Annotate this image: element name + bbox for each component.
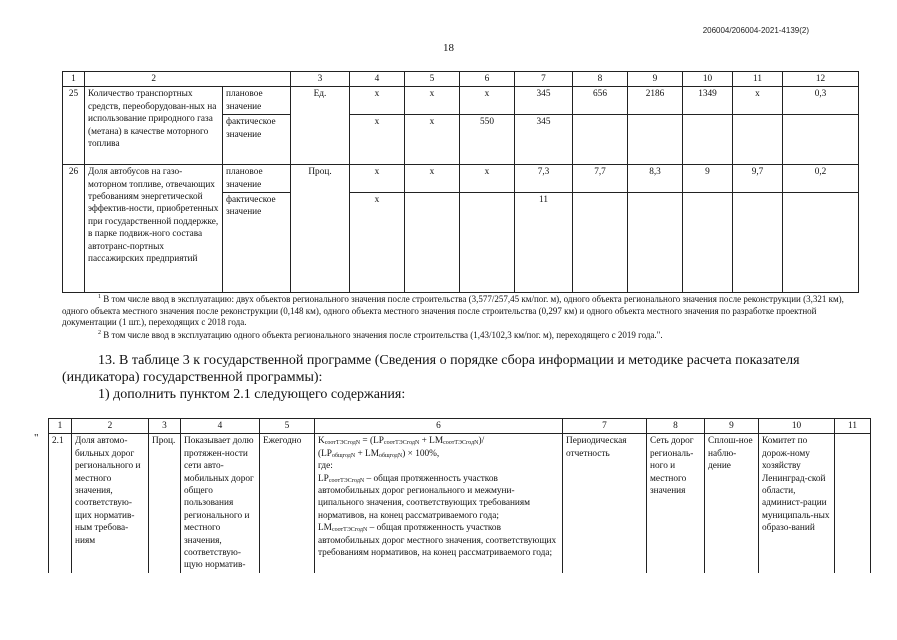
- formula-k: K: [318, 436, 325, 447]
- indicators-table: [62, 71, 859, 293]
- value-cell: [573, 115, 628, 165]
- header-cell: 10: [759, 419, 835, 434]
- formula-definition-2: [318, 522, 559, 559]
- table-row: [63, 165, 859, 193]
- value-cell: 11: [515, 193, 573, 293]
- value-cell: x: [350, 87, 405, 115]
- header-cell: 7: [563, 419, 647, 434]
- value-cell: 345: [515, 115, 573, 165]
- footnote-1: [62, 292, 848, 329]
- header-cell: [223, 72, 291, 87]
- value-cell: 8,3: [628, 165, 683, 193]
- formula-sub: соотТЭСгодN: [328, 477, 365, 484]
- formula-sub: общгодN: [379, 452, 403, 459]
- header-cell: 5: [260, 419, 315, 434]
- formula-part: (LP: [318, 448, 332, 459]
- value-cell: 550: [460, 115, 515, 165]
- value-type: плановое значение: [223, 165, 291, 193]
- value-cell: x: [405, 165, 460, 193]
- indicator-name: Количество транспортных средств, переоборудован-ных на использование природного газа (метана) в качестве моторного топлива: [85, 87, 223, 165]
- row-number: 25: [63, 87, 85, 165]
- header-cell: 6: [460, 72, 515, 87]
- header-cell: 3: [291, 72, 350, 87]
- extra-cell: [835, 434, 871, 573]
- formula-sub: соотТЭСгодN: [324, 440, 361, 447]
- row-number: 26: [63, 165, 85, 293]
- formula-part: – общая протяженность участков автомобильных дорог местного значения, соответствующих требованиям нормативов, на конец рассматриваемого года;: [318, 523, 557, 559]
- table-header-row: [63, 72, 859, 87]
- footnote-mark: 1: [98, 294, 101, 300]
- value-cell: 7,3: [515, 165, 573, 193]
- formula-sub: общгодN: [331, 452, 356, 459]
- formula-sub: соотТЭСгодN: [443, 440, 479, 447]
- value-cell: [783, 193, 859, 293]
- value-cell: [683, 115, 733, 165]
- footnote-text: В том числе ввод в эксплуатацию: двух объектов регионального значения после строительства (3,577/257,45 км/пог. м), одного объекта регионального значения после реконструкции (3,321 км), одного объекта местного значения после реконструкции (0,148 км), одного объекта местного значения после строительства (0,297 км) и одного объекта местного значения по разработке проектной документации (1 шт.), переходящих с 2018 года.: [62, 294, 844, 327]
- value-cell: x: [733, 87, 783, 115]
- value-cell: x: [350, 193, 405, 293]
- periodicity: Ежегодно: [260, 434, 315, 573]
- formula-sub: соотТЭСгодN: [331, 527, 368, 534]
- value-cell: [783, 115, 859, 165]
- paragraph-13: 13. В таблице 3 к государственной программе (Сведения о порядке сбора информации и методике расчета показателя (индикатора) государственной программы):: [62, 353, 800, 385]
- formula-part: ) × 100%,: [402, 448, 440, 459]
- methodology-table: [48, 418, 871, 573]
- value-cell: [405, 193, 460, 293]
- paragraph-item-1: 1) дополнить пунктом 2.1 следующего содержания:: [98, 387, 406, 402]
- header-cell: 10: [683, 72, 733, 87]
- formula-part: )/: [478, 436, 485, 447]
- value-cell: 1349: [683, 87, 733, 115]
- value-cell: x: [405, 115, 460, 165]
- collection-method: Сплош-ное наблю-дение: [705, 434, 759, 573]
- value-cell: [733, 115, 783, 165]
- footnote-2: [62, 328, 848, 342]
- header-cell: 6: [315, 419, 563, 434]
- formula-line-1: [318, 435, 559, 447]
- value-cell: x: [460, 87, 515, 115]
- value-cell: 0,3: [783, 87, 859, 115]
- header-cell: 11: [835, 419, 871, 434]
- formula-definition-1: [318, 473, 559, 523]
- value-cell: 9: [683, 165, 733, 193]
- value-cell: 7,7: [573, 165, 628, 193]
- formula-part: LP: [318, 473, 329, 484]
- table-row: [63, 87, 859, 115]
- value-cell: 9,7: [733, 165, 783, 193]
- value-type: плановое значение: [223, 87, 291, 115]
- header-cell: 12: [783, 72, 859, 87]
- unit: Ед.: [291, 87, 350, 165]
- data-source: Сеть дорог региональ-ного и местного значения: [647, 434, 705, 573]
- formula-part: + LM: [355, 448, 379, 459]
- value-cell: 656: [573, 87, 628, 115]
- formula-sub: соотТЭСгодN: [383, 440, 420, 447]
- footnote-text: В том числе ввод в эксплуатацию одного объекта регионального значения после строительства (1,43/102,3 км/пог. м), переходящего с 2019 года.".: [103, 330, 663, 340]
- indicator-name: Доля автобусов на газо-моторном топливе, отвечающих требованиям энергетической эффектив-ности, приобретенных при государственной поддержке, в парке подвиж-ного состава автотранс-портных пассажирских предприятий: [85, 165, 223, 293]
- value-cell: [683, 193, 733, 293]
- formula-part: = (LP: [360, 436, 384, 447]
- value-cell: [460, 193, 515, 293]
- value-cell: [573, 193, 628, 293]
- table-header-row: [49, 419, 871, 434]
- header-cell: 1: [49, 419, 72, 434]
- header-cell: 2: [72, 419, 149, 434]
- responsible-body: Комитет по дорож-ному хозяйству Ленинград-ской области, админист-рации муниципаль-ных образо-ваний: [759, 434, 835, 573]
- value-cell: [628, 193, 683, 293]
- definition: Показывает долю протяжен-ности сети авто-мобильных дорог общего пользования регионального и местного значения, соответствую-щую норматив-: [181, 434, 260, 573]
- quote-mark: ": [34, 432, 39, 444]
- formula-where: где:: [318, 461, 333, 472]
- unit: Проц.: [291, 165, 350, 293]
- header-cell: 8: [573, 72, 628, 87]
- value-cell: x: [405, 87, 460, 115]
- value-cell: 0,2: [783, 165, 859, 193]
- table-row: [49, 434, 871, 573]
- value-cell: 345: [515, 87, 573, 115]
- header-cell: 5: [405, 72, 460, 87]
- header-cell: 11: [733, 72, 783, 87]
- value-cell: x: [350, 115, 405, 165]
- value-type: фактическое значение: [223, 193, 291, 293]
- value-cell: [733, 193, 783, 293]
- header-cell: 8: [647, 419, 705, 434]
- formula-part: – общая протяженность участков автомобильных дорог регионального и межмуни-ципального значения, соответствующих требованиям нормативов, на конец рассматриваемого года;: [318, 473, 531, 521]
- value-cell: x: [460, 165, 515, 193]
- value-cell: 2186: [628, 87, 683, 115]
- header-cell: 3: [149, 419, 181, 434]
- basic-indicators: Периодическая отчетность: [563, 434, 647, 573]
- value-cell: x: [350, 165, 405, 193]
- header-cell: 2: [85, 72, 223, 87]
- formula-line-2: [318, 448, 559, 460]
- indicator-name: Доля автомо-бильных дорог регионального и местного значения, соответствую-щих норматив-ным требова-ниям: [72, 434, 149, 573]
- formula-part: + LM: [419, 436, 444, 447]
- value-cell: [628, 115, 683, 165]
- unit: Проц.: [149, 434, 181, 573]
- header-cell: 7: [515, 72, 573, 87]
- value-type: фактическое значение: [223, 115, 291, 165]
- header-cell: 9: [628, 72, 683, 87]
- document-number: 206004/206004-2021-4139(2): [702, 26, 809, 35]
- page-number: 18: [443, 42, 454, 54]
- header-cell: 1: [63, 72, 85, 87]
- header-cell: 9: [705, 419, 759, 434]
- formula-part: LM: [318, 523, 332, 534]
- footnote-mark: 2: [98, 330, 101, 336]
- formula: [315, 434, 563, 573]
- header-cell: 4: [350, 72, 405, 87]
- row-number: 2.1: [49, 434, 72, 573]
- header-cell: 4: [181, 419, 260, 434]
